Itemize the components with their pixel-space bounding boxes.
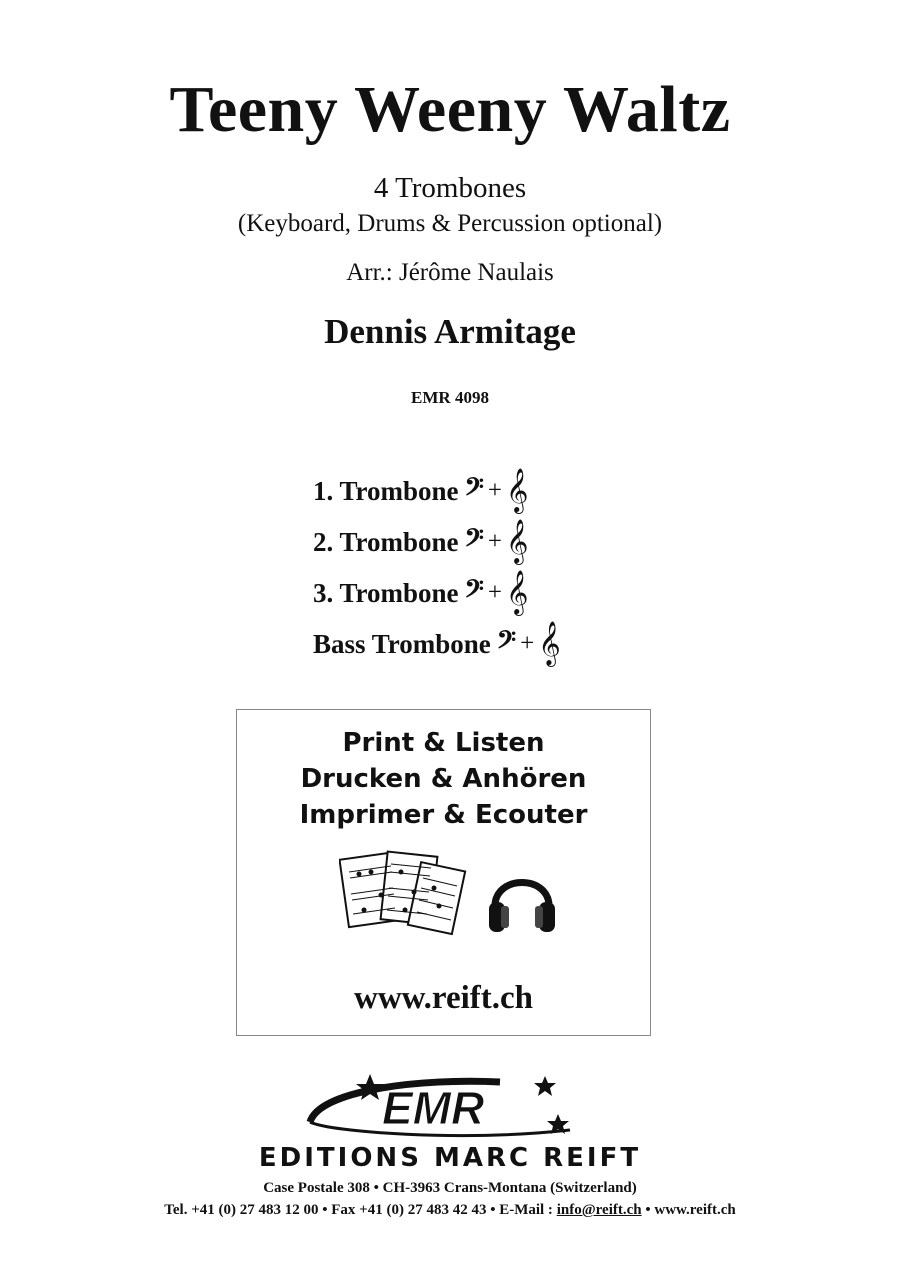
plus-sign: + [487,477,502,504]
part-item [313,472,528,510]
plus-sign: + [520,630,535,657]
bass-clef-icon: 𝄢 [496,627,517,660]
contact-website[interactable]: • www.reift.ch [641,1202,736,1218]
bass-clef-icon: 𝄢 [464,576,484,609]
bass-clef-icon: 𝄢 [464,525,484,558]
headphones-icon [487,860,557,940]
part-label: 3. Trombone [313,577,459,608]
publisher-contact [0,1202,900,1219]
promo-line-fr: Imprimer & Ecouter [299,800,588,830]
arranger: Arr.: Jérôme Naulais [346,259,554,286]
bass-clef-icon: 𝄢 [464,474,484,507]
part-item [313,574,528,612]
part-item [313,523,528,561]
website-link[interactable]: www.reift.ch [353,980,534,1016]
composer: Dennis Armitage [324,312,576,351]
part-item [313,625,561,663]
optional-instruments: (Keyboard, Drums & Percussion optional) [237,210,663,237]
catalog-number: EMR 4098 [411,388,489,407]
treble-clef-icon: 𝄞 [505,572,529,614]
contact-phone-fax: Tel. +41 (0) 27 483 12 00 • Fax +41 (0) 27 483 42 43 • E-Mail : [164,1202,557,1218]
page-title: Teeny Weeny Waltz [169,73,731,146]
plus-sign: + [487,579,502,606]
emr-logo [300,1070,590,1145]
treble-clef-icon: 𝄞 [505,521,529,563]
print-listen-box [236,709,651,1036]
part-label: 2. Trombone [313,526,459,557]
instrumentation: 4 Trombones [373,172,527,204]
publisher-name: EDITIONS MARC REIFT [258,1143,642,1173]
promo-line-en: Print & Listen [342,728,545,758]
plus-sign: + [487,528,502,555]
svg-text:EMR: EMR [382,1082,485,1134]
part-label: Bass Trombone [313,628,491,659]
treble-clef-icon: 𝄞 [505,470,529,512]
promo-line-de: Drucken & Anhören [300,764,587,794]
treble-clef-icon: 𝄞 [538,623,561,665]
publisher-address: Case Postale 308 • CH-3963 Crans-Montana (Switzerland) [263,1180,637,1196]
part-label: 1. Trombone [313,475,459,506]
sheet-music-icon [339,848,469,948]
email-link[interactable]: info@reift.ch [556,1202,642,1218]
